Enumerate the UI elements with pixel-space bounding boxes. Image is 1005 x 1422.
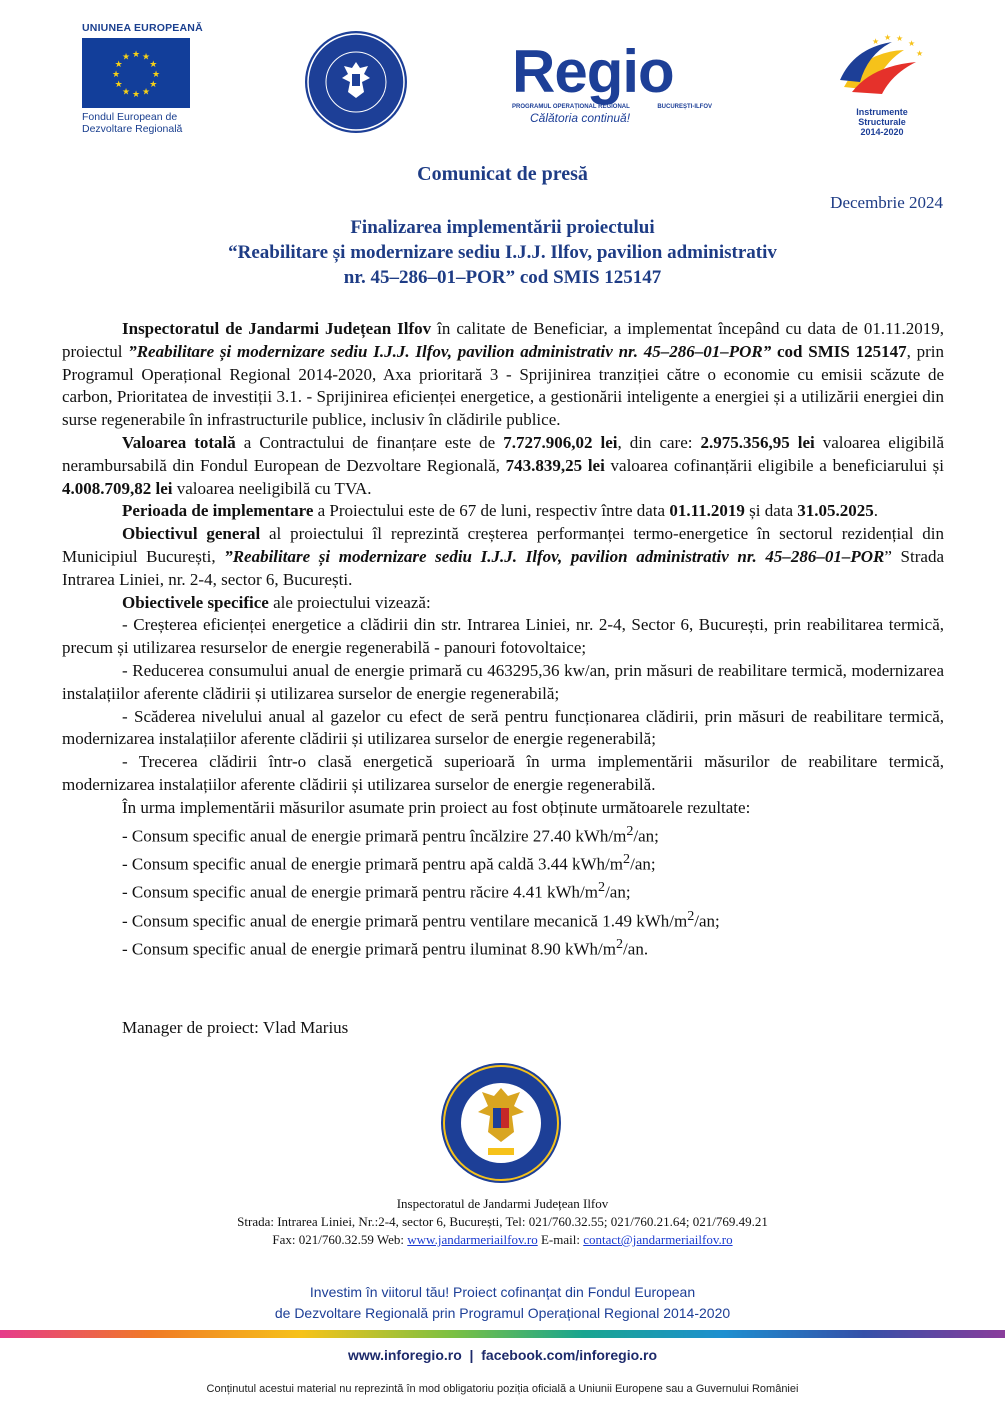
superscript: 2 xyxy=(615,936,624,953)
text: /an; xyxy=(630,854,656,874)
press-release-body xyxy=(62,318,944,962)
regio-program-right: BUCUREȘTI-ILFOV xyxy=(657,104,712,110)
general-objective-label: Obiectivul general xyxy=(122,524,261,544)
period-label: Perioada de implementare xyxy=(122,501,314,521)
text: al proiectului îl reprezintă creșterea performanței termo-energetice în sectorul rezidențial din Municipiul București, xyxy=(62,524,944,566)
text: valoarea cofinanțării eligibile a beneficiarului și xyxy=(604,455,945,475)
instrumente-caption xyxy=(832,107,932,137)
investment-statement xyxy=(0,1282,1005,1324)
cofinance-value: 743.839,25 lei xyxy=(505,455,605,475)
eu-logo-title: UNIUNEA EUROPEANĂ xyxy=(82,22,203,34)
text: /an; xyxy=(633,826,659,846)
superscript: 2 xyxy=(597,879,606,896)
regio-program-left: PROGRAMUL OPERAȚIONAL REGIONAL xyxy=(512,104,630,110)
objective-item: - Trecerea clădirii într-o clasă energetică superioară în urma implementării măsurilor de reabilitare termică, modernizarea instalațiilor aferente clădirii și utilizarea surselor de energie regenerabilă. xyxy=(62,752,944,794)
end-date: 31.05.2025 xyxy=(797,501,874,521)
gendarmerie-emblem-icon xyxy=(440,1062,562,1184)
svg-text:★: ★ xyxy=(896,34,904,43)
footer-address: Strada: Intrarea Liniei, Nr.:2-4, sector 6, București, Tel: 021/760.32.55; 021/760.21.64; 021/769.49.21 xyxy=(237,1214,768,1229)
invest-line2: de Dezvoltare Regională prin Programul Operațional Regional 2014-2020 xyxy=(274,1305,731,1321)
regio-tagline: Călătoria continuă! xyxy=(530,111,631,125)
text: /an. xyxy=(623,940,649,959)
email-link[interactable]: contact@jandarmeriailfov.ro xyxy=(583,1232,733,1247)
text: și data xyxy=(744,501,798,521)
text: - Consum specific anual de energie primară pentru răcire 4.41 kWh/m xyxy=(122,883,598,903)
value-label: Valoarea totală xyxy=(122,432,236,452)
footer-contact xyxy=(0,1231,1005,1249)
text: valoarea eligibilă nerambursabilă din Fondul European de Dezvoltare Regională, xyxy=(62,432,945,475)
svg-text:★: ★ xyxy=(131,90,141,100)
instrumente-line2: 2014-2020 xyxy=(860,127,904,137)
website-link[interactable]: www.jandarmeriailfov.ro xyxy=(407,1232,538,1247)
svg-text:★: ★ xyxy=(121,52,131,63)
svg-text:★: ★ xyxy=(121,87,131,98)
specific-objectives-label: Obiectivele specifice xyxy=(122,592,269,612)
paragraph-specific-objectives xyxy=(62,592,944,615)
text: , din care: xyxy=(617,432,701,452)
text: , prin Programul Operațional Regional 2014-2020, Axa prioritară 3 - Sprijinirea tranziției către o economie cu emisii scăzute de carbon, Prioritatea de investiții 3.1. - Sprijinirea eficienței energetice, a gestionării inteligente a energiei și a utilizării energiei din surse regenerabile în infrastructurile publice, inclusiv în clădirile publice. xyxy=(62,341,945,430)
project-heading xyxy=(100,215,905,290)
paragraph-period xyxy=(62,500,944,523)
text: E-mail: xyxy=(537,1232,584,1247)
total-value: 7.727.906,02 lei xyxy=(503,432,618,452)
text: - Consum specific anual de energie primară pentru apă caldă 3.44 kWh/m xyxy=(122,854,624,874)
smis-code: cod SMIS 125147 xyxy=(771,341,907,361)
beneficiary-name: Inspectoratul de Jandarmi Județean Ilfov xyxy=(122,319,432,338)
institution-footer xyxy=(0,1195,1005,1249)
svg-text:★: ★ xyxy=(151,70,161,80)
objective-item: - Reducerea consumului anual de energie primară cu 463295,36 kw/an, prin măsuri de reabilitare termică, modernizarea instalațiilor aferente clădirii și utilizarea surselor de energie regenerabilă; xyxy=(62,660,944,703)
project-manager: Manager de proiect: Vlad Marius xyxy=(122,1018,349,1037)
svg-text:★: ★ xyxy=(111,70,121,80)
text: - Consum specific anual de energie primară pentru iluminat 8.90 kWh/m xyxy=(122,940,616,959)
svg-text:★: ★ xyxy=(916,49,924,58)
heading-line3: nr. 45–286–01–POR” cod SMIS 125147 xyxy=(343,267,662,288)
superscript: 2 xyxy=(687,907,695,924)
svg-text:★: ★ xyxy=(114,60,123,70)
svg-text:★: ★ xyxy=(141,87,151,98)
svg-text:★: ★ xyxy=(114,80,123,90)
svg-text:★: ★ xyxy=(908,39,916,48)
svg-text:★: ★ xyxy=(149,80,158,90)
result-item xyxy=(62,848,944,876)
government-seal-logo xyxy=(302,28,410,136)
regio-wordmark: Regio xyxy=(512,38,674,105)
start-date: 01.11.2019 xyxy=(669,501,745,521)
invest-line1: Investim în viitorul tău! Proiect cofinanțat din Fondul European xyxy=(309,1284,696,1300)
result-item xyxy=(62,933,944,961)
paragraph-value xyxy=(62,432,944,500)
regio-program-line xyxy=(512,104,712,110)
text: - Consum specific anual de energie primară pentru ventilare mecanică 1.49 kWh/m xyxy=(122,911,688,931)
inforegio-links: www.inforegio.ro | facebook.com/inforegio.ro xyxy=(347,1347,658,1363)
eu-flag-icon xyxy=(82,38,190,108)
project-name: ”Reabilitare și modernizare sediu I.J.J. Ilfov, pavilion administrativ nr. 45–286–01–POR” xyxy=(128,341,772,361)
text: ale proiectului vizează: xyxy=(268,592,431,612)
text: /an; xyxy=(605,883,631,903)
objective-item: - Scăderea nivelului anual al gazelor cu efect de seră pentru funcționarea clădirii, prin măsuri de reabilitare termică, modernizarea instalațiilor aferente clădirii și utilizarea surselor de energie regenerabilă; xyxy=(62,706,944,749)
text: ” Strada Intrarea Liniei, nr. 2-4, sector 6, București. xyxy=(62,546,944,589)
text: - Consum specific anual de energie primară pentru încălzire 27.40 kWh/m xyxy=(122,826,627,846)
svg-text:★: ★ xyxy=(131,50,141,60)
heading-line1: Finalizarea implementării proiectului xyxy=(350,217,655,238)
feder-value: 2.975.356,95 lei xyxy=(700,432,815,452)
heading-line2: “Reabilitare și modernizare sediu I.J.J. Ilfov, pavilion administrativ xyxy=(228,242,777,263)
instrumente-structurale-logo xyxy=(832,32,932,137)
text: a Proiectului este de 67 de luni, respectiv între data xyxy=(313,501,670,521)
svg-text:★: ★ xyxy=(141,52,151,63)
eu-logo-sub2: Dezvoltare Regională xyxy=(82,123,183,135)
paragraph-general-objective xyxy=(62,523,944,591)
superscript: 2 xyxy=(623,850,631,867)
superscript: 2 xyxy=(626,822,634,839)
text: . xyxy=(873,501,879,521)
eu-logo-subtitle xyxy=(82,111,212,135)
instrumente-structurale-icon xyxy=(832,32,932,102)
result-item xyxy=(62,876,944,904)
instrumente-line1: Instrumente Structurale xyxy=(856,107,908,127)
ineligible-value: 4.008.709,82 lei xyxy=(62,478,173,498)
footer-org-name: Inspectoratul de Jandarmi Județean Ilfov xyxy=(396,1196,609,1211)
regio-logo xyxy=(512,38,732,125)
text: valoarea neeligibilă cu TVA. xyxy=(172,478,372,498)
result-item xyxy=(62,820,944,848)
color-stripe-divider xyxy=(0,1330,1005,1338)
text: Fax: 021/760.32.59 Web: xyxy=(272,1232,408,1247)
page-title: Comunicat de presă xyxy=(417,163,588,185)
objective-item: - Creșterea eficienței energetice a clădirii din str. Intrarea Liniei, nr. 2-4, Sector 6, București, prin reabilitarea termică, precum și utilizarea resurselor de energie regenerabilă - panouri fotovoltaice; xyxy=(62,615,944,658)
text: /an; xyxy=(694,911,720,931)
logo-bar xyxy=(0,14,1005,139)
paragraph-beneficiary xyxy=(62,318,944,432)
text: a Contractului de finanțare este de xyxy=(235,432,504,452)
svg-text:★: ★ xyxy=(884,33,892,42)
svg-text:★: ★ xyxy=(149,60,158,70)
eu-logo-sub1: Fondul European de xyxy=(82,111,178,123)
project-name-2: ”Reabilitare și modernizare sediu I.J.J. Ilfov, pavilion administrativ nr. 45–286–01–POR xyxy=(224,546,885,566)
result-item xyxy=(62,905,944,933)
text: în calitate de Beneficiar, a implementat începând cu data de 01.11.2019, proiectul xyxy=(62,319,944,361)
results-intro: În urma implementării măsurilor asumate prin proiect au fost obținute următoarele rezultate: xyxy=(122,797,751,817)
eu-logo xyxy=(82,22,212,135)
disclaimer: Conținutul acestui material nu reprezintă în mod obligatoriu poziția oficială a Uniunii Europene sau a Guvernului României xyxy=(206,1383,799,1395)
release-date: Decembrie 2024 xyxy=(830,193,943,212)
svg-text:★: ★ xyxy=(872,37,880,46)
